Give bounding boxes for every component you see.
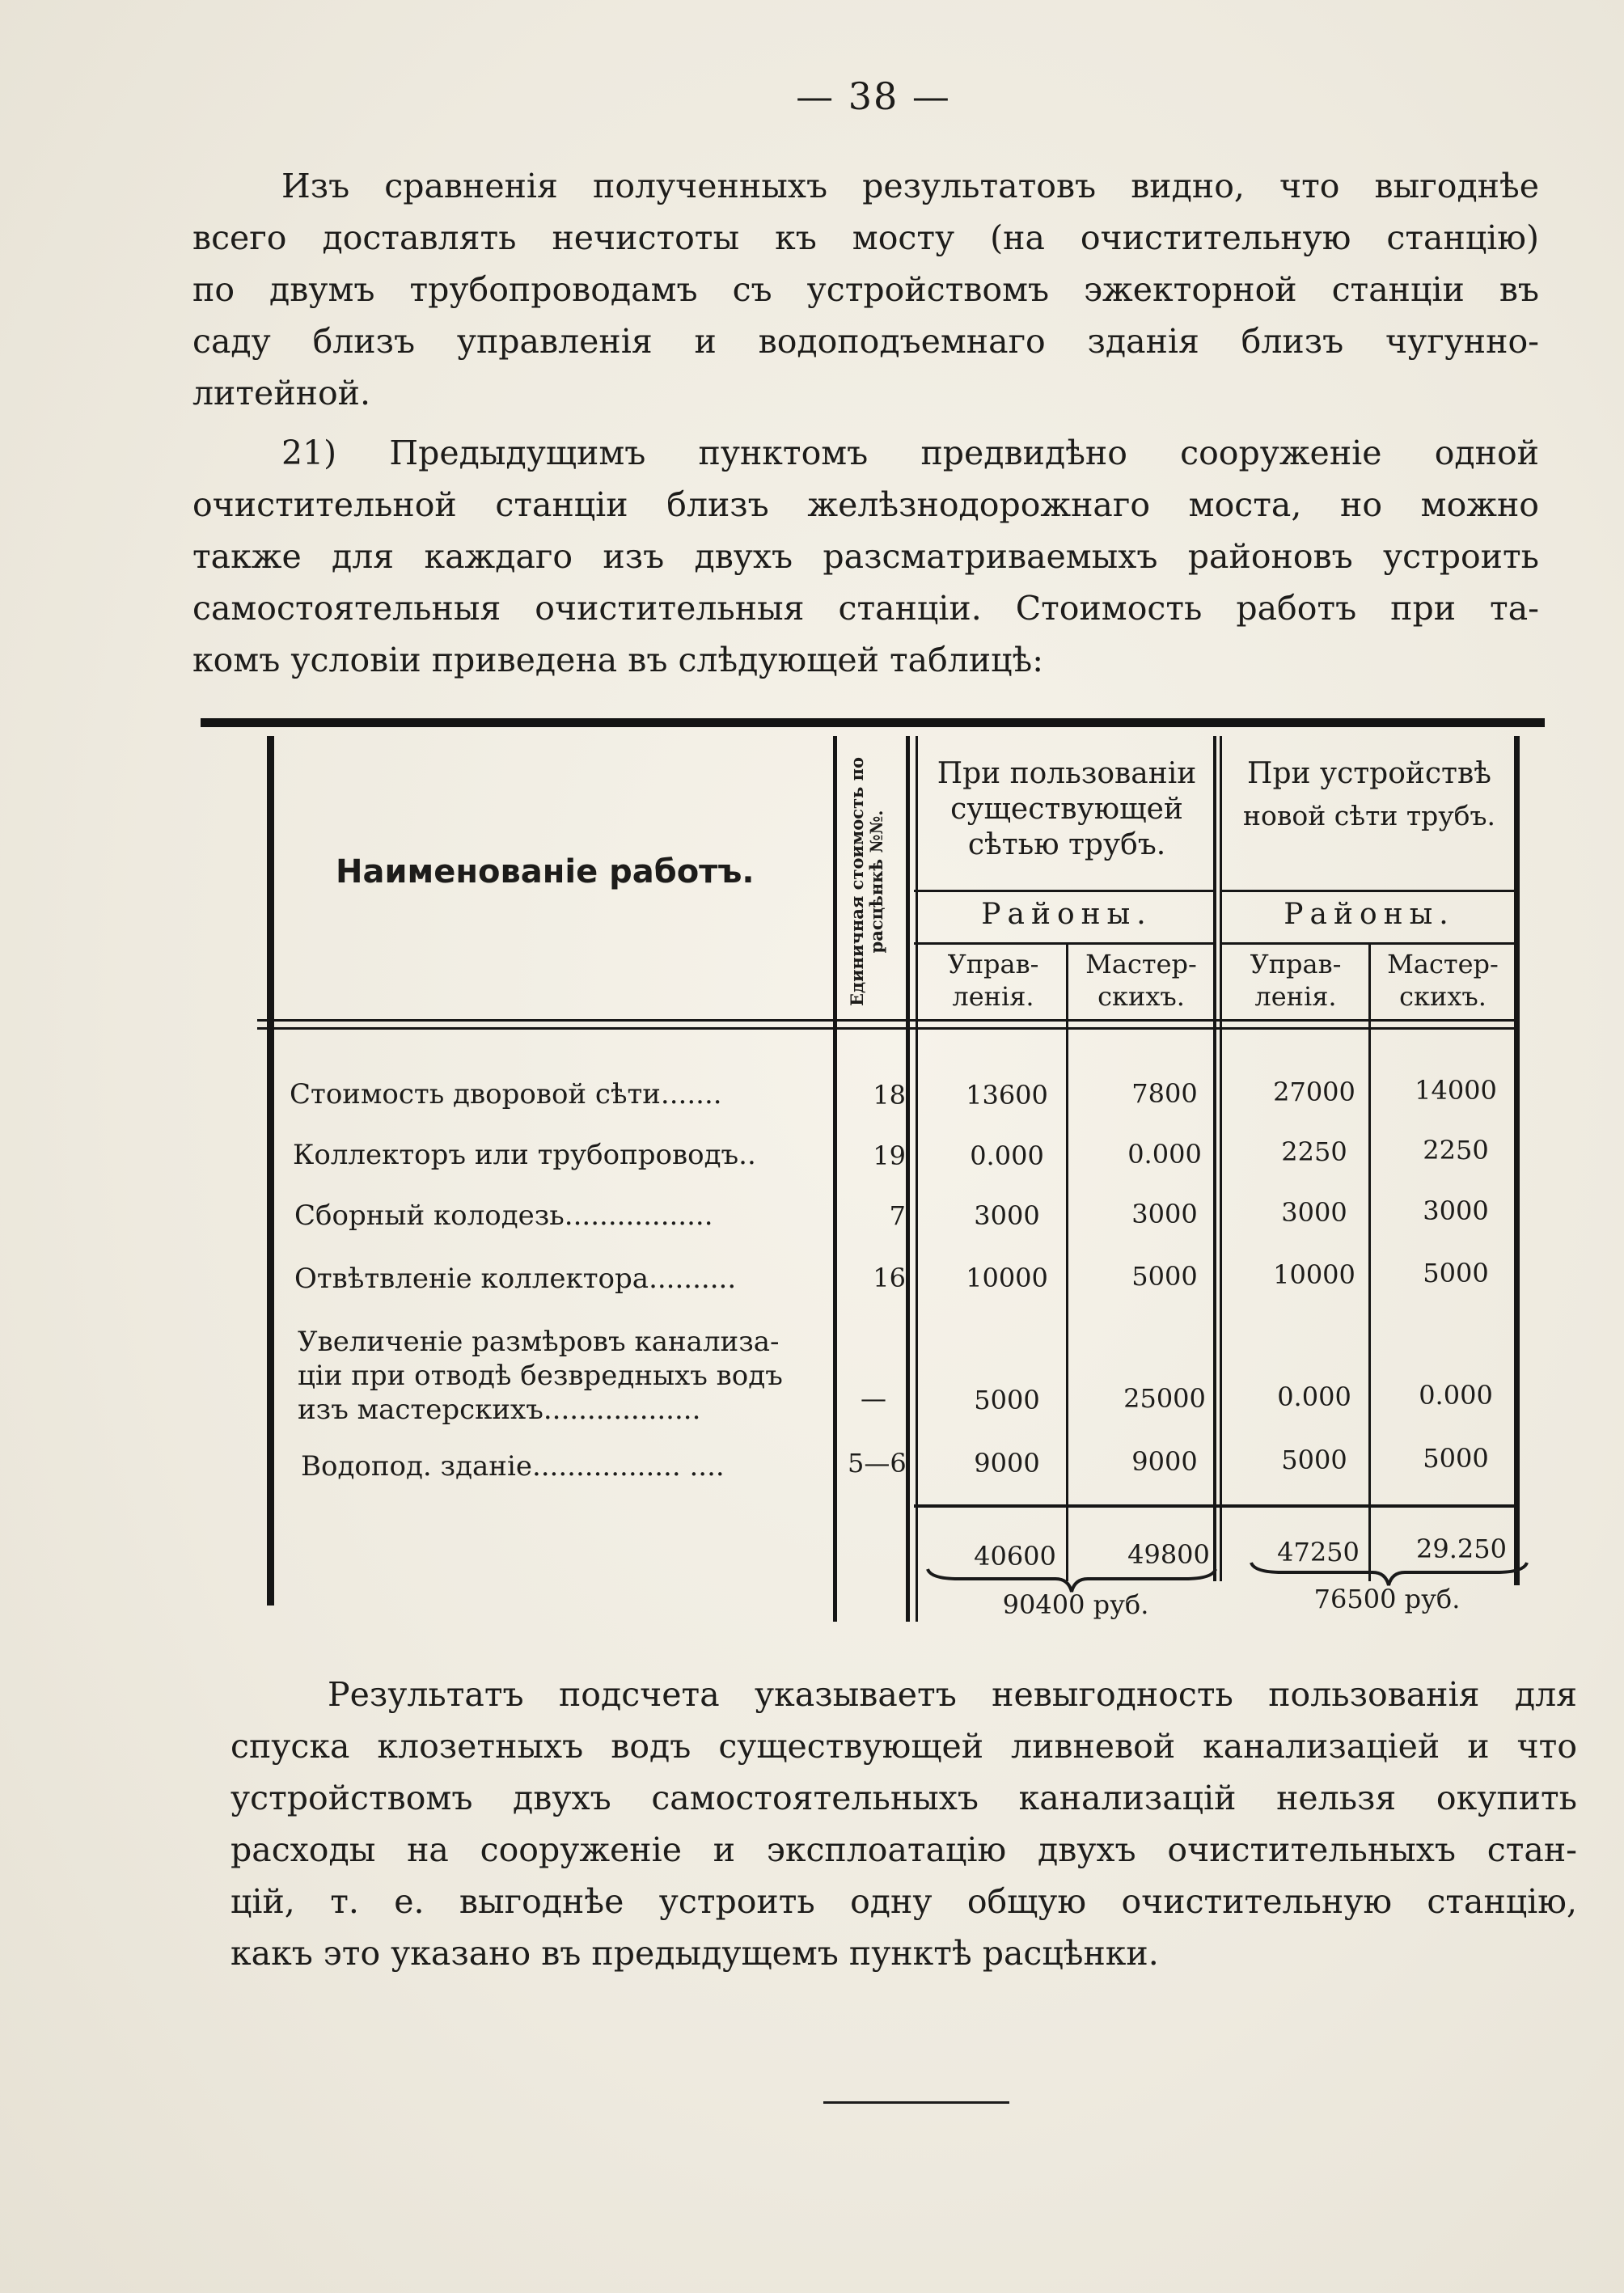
- row-name: Водопод. зданіе................. ....: [301, 1450, 725, 1483]
- group-header-existing: [922, 756, 1212, 863]
- header-rule: [914, 942, 1213, 945]
- sub-header-upr: [1223, 948, 1368, 1013]
- paragraph-item-21: [192, 427, 1539, 686]
- paragraph-line: самостоятельныя очистительныя станціи. Стоимость работъ при та-: [192, 589, 1539, 628]
- group-total-new: 76500 руб.: [1313, 1584, 1461, 1614]
- header-rule: [1221, 890, 1514, 892]
- row-value: 0.000: [970, 1140, 1044, 1171]
- row-value: 10000: [966, 1263, 1048, 1293]
- paragraph-line: комъ условіи приведена въ слѣдующей таблицѣ:: [192, 641, 1044, 679]
- sub-header-upr: [920, 948, 1066, 1013]
- total-value: 47250: [1277, 1537, 1360, 1567]
- end-rule: [823, 2101, 1009, 2104]
- row-unit: —: [861, 1383, 886, 1414]
- row-name: Коллекторъ или трубопроводъ..: [293, 1139, 756, 1171]
- group-header-line: новой сѣти трубъ.: [1242, 800, 1496, 831]
- sub-header-line: ленія.: [1254, 981, 1337, 1012]
- row-value: 10000: [1273, 1259, 1355, 1290]
- sub-header-line: скихъ.: [1399, 981, 1487, 1012]
- row-value: 13600: [966, 1080, 1048, 1111]
- paragraph-line: по двумъ трубопроводамъ съ устройствомъ эжекторной станціи въ: [192, 270, 1539, 309]
- group-header-line: При пользованіи: [937, 757, 1197, 790]
- paragraph-line: спуска клозетныхъ водъ существующей ливневой канализаціей и что: [230, 1727, 1577, 1766]
- row-value: 5000: [1281, 1445, 1347, 1475]
- row-value: 3000: [1131, 1199, 1198, 1229]
- row-value: 5000: [974, 1385, 1040, 1415]
- total-value: 40600: [974, 1541, 1056, 1572]
- paragraph-line: расходы на сооруженіе и эксплоатацію двухъ очистительныхъ стан-: [230, 1830, 1577, 1869]
- row-value: 0.000: [1127, 1139, 1202, 1170]
- sub-header-mast: [1372, 948, 1514, 1013]
- row-value: 2250: [1281, 1136, 1347, 1167]
- column-header-name: Наименованіе работъ.: [336, 853, 755, 891]
- column-separator: [916, 736, 918, 1622]
- row-value: 27000: [1273, 1077, 1355, 1107]
- group-total-existing: 90400 руб.: [1002, 1589, 1149, 1620]
- paragraph-line: литейной.: [192, 374, 371, 412]
- row-value: 9000: [1131, 1446, 1198, 1477]
- paragraph-line: цій, т. е. выгоднѣе устроить одну общую очистительную станцію,: [230, 1882, 1577, 1921]
- sub-header-line: Мастер-: [1387, 949, 1499, 979]
- row-value: 5000: [1423, 1443, 1489, 1474]
- row-value: 7800: [1131, 1078, 1198, 1109]
- paragraph-result: [230, 1669, 1577, 1979]
- paragraph-line: устройствомъ двухъ самостоятельныхъ канализацій нельзя окупить: [230, 1779, 1577, 1817]
- row-value: 0.000: [1419, 1380, 1493, 1411]
- row-unit: 18: [873, 1080, 906, 1111]
- row-value: 3000: [974, 1200, 1040, 1231]
- group-header-line: При устройствѣ: [1247, 757, 1491, 790]
- header-bottom-rule: [257, 1027, 1519, 1030]
- header-rule: [914, 890, 1213, 892]
- paragraph-line: очистительной станціи близъ желѣзнодорожнаго моста, но можно: [192, 485, 1539, 524]
- column-separator: [833, 736, 837, 1622]
- group-header-new: [1223, 756, 1516, 834]
- row-name: Отвѣтвленіе коллектора..........: [294, 1263, 737, 1295]
- row-value: 3000: [1281, 1197, 1347, 1228]
- row-name: [298, 1325, 783, 1427]
- row-value: 25000: [1123, 1383, 1206, 1414]
- table-top-rule: [201, 718, 1545, 727]
- sub-header-mast: [1069, 948, 1213, 1013]
- table-left-border: [267, 736, 274, 1606]
- row-value: 5000: [1423, 1258, 1489, 1288]
- row-unit: 7: [889, 1200, 906, 1231]
- paragraph-line: 21) Предыдущимъ пунктомъ предвидѣно сооруженіе одной: [281, 434, 1539, 472]
- paragraph-line: Изъ сравненія полученныхъ результатовъ видно, что выгоднѣе: [281, 167, 1539, 205]
- row-value: 5000: [1131, 1261, 1198, 1292]
- page-number: — 38 —: [796, 74, 951, 118]
- row-name-line: ціи при отводѣ безвредныхъ водъ: [298, 1360, 783, 1392]
- paragraph-line: Результатъ подсчета указываетъ невыгодность пользованія для: [328, 1675, 1577, 1714]
- row-name-line: Увеличеніе размѣровъ канализа-: [298, 1326, 780, 1358]
- header-bottom-rule: [257, 1019, 1519, 1022]
- row-name: Сборный колодезь.................: [294, 1199, 713, 1232]
- paragraph-line: какъ это указано въ предыдущемъ пунктѣ расцѣнки.: [230, 1934, 1159, 1973]
- sub-header-line: ленія.: [952, 981, 1034, 1012]
- sub-header-line: Мастер-: [1085, 949, 1197, 979]
- row-value: 0.000: [1277, 1381, 1351, 1412]
- sub-header-line: скихъ.: [1097, 981, 1185, 1012]
- paragraph-line: всего доставлять нечистоты къ мосту (на очистительную станцію): [192, 218, 1539, 257]
- row-value: 3000: [1423, 1195, 1489, 1226]
- group-header-line: существующей: [950, 793, 1183, 826]
- row-value: 9000: [974, 1448, 1040, 1479]
- total-value: 29.250: [1416, 1534, 1507, 1564]
- rayony-header: Районы.: [1284, 898, 1455, 931]
- row-unit: 5—6: [848, 1448, 907, 1479]
- row-name-line: изъ мастерскихъ..................: [298, 1394, 701, 1426]
- paragraph-comparison: [192, 160, 1539, 419]
- sub-header-line: Управ-: [947, 949, 1039, 979]
- total-value: 49800: [1127, 1539, 1210, 1570]
- row-unit: 16: [873, 1263, 906, 1293]
- paragraph-line: саду близъ управленія и водоподъемнаго зданія близъ чугунно-: [192, 322, 1539, 361]
- totals-rule: [914, 1504, 1514, 1508]
- column-header-unit: Единичная стоимость по расцѣнкѣ №№.: [847, 756, 886, 1007]
- sub-header-line: Управ-: [1250, 949, 1342, 979]
- row-name: Стоимость дворовой сѣти.......: [290, 1078, 722, 1111]
- group-header-line: сѣтью трубъ.: [967, 828, 1166, 861]
- row-unit: 19: [873, 1140, 906, 1171]
- row-value: 14000: [1415, 1075, 1497, 1106]
- rayony-header: Районы.: [981, 898, 1152, 931]
- column-separator: [906, 736, 910, 1622]
- paragraph-line: также для каждаго изъ двухъ разсматриваемыхъ районовъ устроить: [192, 537, 1539, 576]
- header-rule: [1221, 942, 1514, 945]
- row-value: 2250: [1423, 1135, 1489, 1166]
- column-separator: [1066, 942, 1068, 1581]
